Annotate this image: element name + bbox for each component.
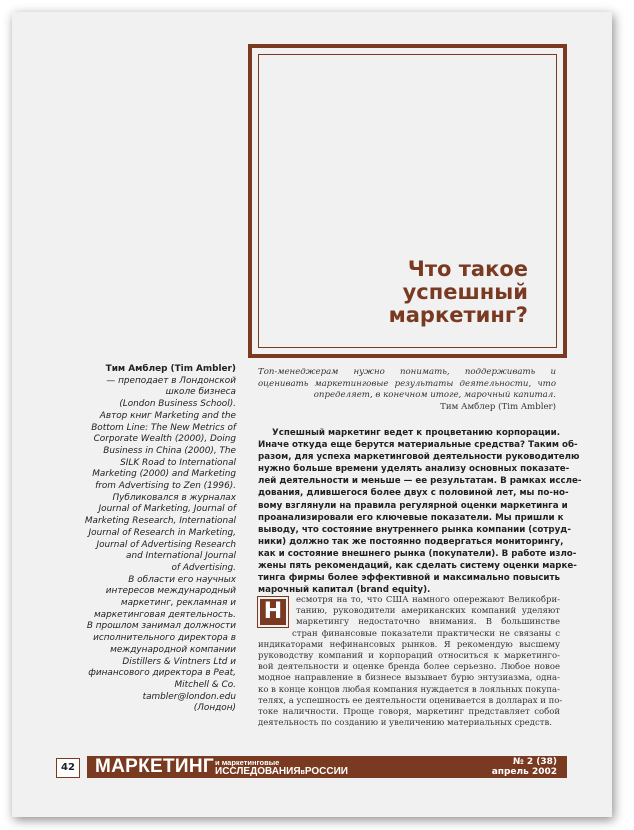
body-paragraph bbox=[258, 595, 563, 729]
epigraph bbox=[258, 367, 556, 413]
logo-sub-small: в bbox=[300, 769, 305, 776]
bio-line: and International Journal bbox=[126, 551, 236, 562]
author-name: Тим Амблер (Tim Ambler) bbox=[105, 364, 236, 374]
body-line: индикаторами нефинансовых рынков. Я рекомендую высшему bbox=[258, 639, 560, 650]
lead-line: проанализировали его ключевые показатели. Мы пришли к bbox=[258, 512, 564, 523]
body-line: телях, а успешность ее деятельности оценивается в долларах и по- bbox=[258, 695, 563, 706]
bio-line: В прошлом занимал должности bbox=[86, 621, 236, 632]
epigraph-quote: Топ-менеджерам нужно понимать, поддерживать и оценивать маркетинговые результаты деятельности, что определяет, в конечном итоге, марочный капитал. bbox=[258, 367, 556, 400]
title-line: Что такое bbox=[407, 257, 528, 281]
body-line: деятельность по созданию и увеличению материальных средств. bbox=[258, 718, 552, 729]
lead-line: ники) должно так же постоянно подвергаться мониторингу, bbox=[258, 536, 564, 547]
bio-line: Marketing (2000) and Marketing bbox=[92, 469, 236, 480]
bio-line: Bottom Line: The New Metrics of bbox=[91, 422, 236, 433]
bio-line: школе бизнеса bbox=[165, 387, 236, 398]
bio-line: интересов международный bbox=[105, 586, 236, 597]
title-line: успешный bbox=[402, 280, 528, 304]
bio-line: В области его научных bbox=[128, 574, 236, 585]
logo-sub-top: и маркетинговые bbox=[215, 758, 280, 767]
bio-line: Автор книг Marketing and the bbox=[99, 410, 236, 421]
issue-info bbox=[492, 758, 557, 777]
logo-sub-mid: ИССЛЕДОВАНИЯ bbox=[215, 766, 301, 777]
bio-line: SILK Road to International bbox=[120, 457, 236, 468]
author-email[interactable]: tambler@london.edu bbox=[142, 691, 236, 702]
article-title bbox=[268, 258, 528, 327]
body-line: ко в конце концов любая компания нуждается в лояльных покупа- bbox=[258, 684, 560, 695]
title-line: маркетинг? bbox=[388, 303, 528, 327]
bio-line: Business in China (2000), The bbox=[103, 445, 236, 456]
bio-line: исполнительного директора в bbox=[93, 633, 236, 644]
lead-line: разом, для успеха маркетинговой деятельности руководителю bbox=[258, 452, 580, 463]
body-line: стран финансовые показатели практически не связаны с bbox=[292, 628, 560, 639]
lead-line: лей деятельности и меньше — ее результатам. В рамках иссле- bbox=[258, 476, 582, 487]
lead-paragraph bbox=[258, 427, 582, 596]
author-bio bbox=[72, 376, 236, 715]
body-line: танию, руководители американских компаний уделяют bbox=[296, 606, 560, 617]
lead-line: марочный капитал (brand equity). bbox=[258, 585, 431, 596]
bio-line: Distillers & Vintners Ltd и bbox=[122, 656, 236, 667]
logo-sub-end: РОССИИ bbox=[304, 766, 348, 777]
bio-line: from Advertising to Zen (1996). bbox=[95, 481, 236, 492]
bio-line: Journal of Marketing, Journal of bbox=[98, 504, 236, 515]
lead-line: как и состояние внешнего рынка (покупатели). В работе изло- bbox=[258, 548, 577, 559]
bio-line: международной компании bbox=[110, 644, 236, 655]
magazine-logo-subtitle bbox=[215, 759, 348, 778]
lead-line: дования, длившегося более двух с половиной лет, мы по-но- bbox=[258, 488, 569, 499]
bio-line: — преподает в Лондонской bbox=[106, 375, 236, 386]
magazine-page bbox=[12, 12, 612, 817]
lead-line: тинга фирмы более эффективной и максимально повысить bbox=[258, 573, 560, 584]
lead-line: жены пять рекомендаций, как сделать систему оценки марке- bbox=[258, 561, 577, 572]
bio-line: Публиковался в журналах bbox=[112, 492, 236, 503]
bio-line: финансового директора в Peat, bbox=[88, 668, 236, 679]
drop-cap: Н bbox=[258, 597, 288, 627]
body-line: модное направление в бизнесе вызывает бурю энтузиазма, одна- bbox=[258, 673, 560, 684]
body-line: руководству компаний и корпораций относиться к маркетинго- bbox=[258, 651, 560, 662]
lead-line: вому взглянули на правила регулярной оценки маркетинга и bbox=[258, 500, 568, 511]
page-number: 42 bbox=[56, 758, 80, 778]
epigraph-signature: Тим Амблер (Tim Ambler) bbox=[440, 401, 556, 412]
bio-line: of Advertising. bbox=[171, 562, 236, 573]
body-line: есмотря на то, что США намного опережают Великобри- bbox=[296, 595, 560, 605]
issue-date: апрель 2002 bbox=[491, 766, 557, 777]
body-line: маркетингу недостаточно внимания. В большинстве bbox=[296, 617, 560, 628]
body-line: вой деятельности и оценке бренда более серьезно. Любое новое bbox=[258, 662, 560, 673]
bio-line: маркетинговая деятельность. bbox=[93, 609, 236, 620]
bio-line: маркетинг, рекламная и bbox=[120, 598, 236, 609]
lead-line: Успешный маркетинг ведет к процветанию корпорации. bbox=[272, 428, 560, 438]
bio-line: Journal of Advertising Research bbox=[96, 539, 236, 550]
bio-line: (Лондон) bbox=[193, 703, 236, 714]
bio-line: Marketing Research, International bbox=[84, 516, 236, 527]
bio-line: Mitchell & Co. bbox=[174, 679, 236, 690]
bio-line: Journal of Research in Marketing, bbox=[88, 527, 236, 538]
logo-sub-bottom bbox=[215, 767, 348, 778]
bio-line: (London Business School). bbox=[119, 399, 236, 410]
author-sidebar bbox=[72, 364, 236, 715]
lead-line: нужно больше времени уделять анализу основных показате- bbox=[258, 464, 570, 475]
lead-line: Иначе откуда еще берутся материальные средства? Таким об- bbox=[258, 440, 578, 451]
footer-bar bbox=[87, 756, 567, 778]
lead-line: выводу, что состояние внутреннего рынка компании (сотруд- bbox=[258, 524, 571, 535]
magazine-logo: МАРКЕТИНГ bbox=[95, 756, 214, 777]
bio-line: Corporate Wealth (2000), Doing bbox=[93, 434, 236, 445]
body-line: токе наличности. Проще говоря, маркетинг представляет собой bbox=[258, 707, 560, 718]
issue-number: № 2 (38) bbox=[512, 757, 557, 767]
